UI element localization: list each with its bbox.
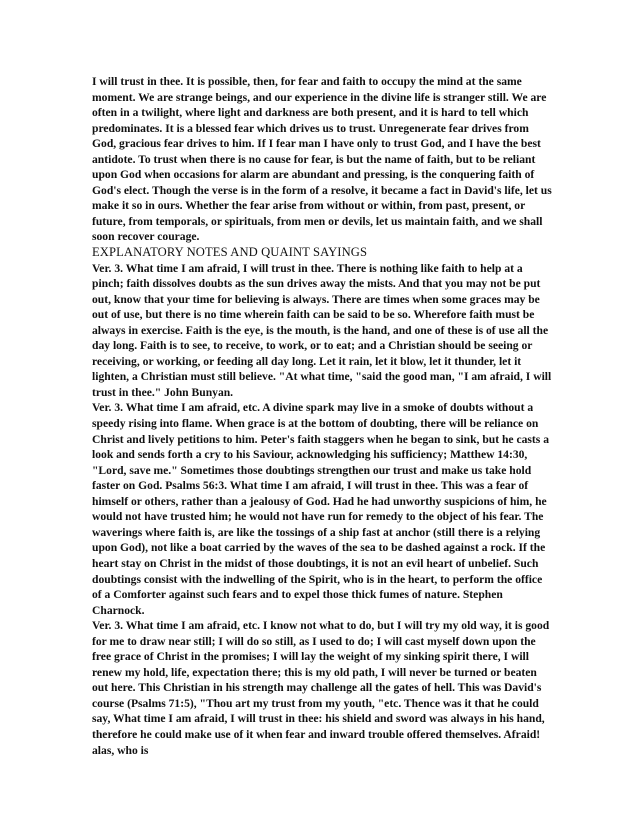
document-page [92,74,552,758]
section-heading: EXPLANATORY NOTES AND QUAINT SAYINGS [92,245,368,260]
body-paragraph: Ver. 3. What time I am afraid, etc. I know not what to do, but I will try my old way, it is good for me to draw near still; I will do so still, as I used to do; I will cast myself down upon the free grace of Christ in the promises; I will lay the weight of my sinking spirit there, I will renew my hold, life, expectation there; this is my old path, I will never be turned or beaten out here. This Christian in his strength may challenge all the gates of hell. This was David's course (Psalms 71:5), "Thou art my trust from my youth, "etc. Thence was it that he could say, What time I am afraid, I will trust in thee: his shield and sword was always in his hand, therefore he could make use of it when fear and inward trouble offered themselves. Afraid! alas, who is [92,619,550,757]
body-paragraph: Ver. 3. What time I am afraid, I will trust in thee. There is nothing like faith to help at a pinch; faith dissolves doubts as the sun drives away the mists. And that you may not be put out, know that your time for believing is always. There are times when some graces may be out of use, but there is no time wherein faith can be said to be so. Wherefore faith must be always in exercise. Faith is the eye, is the mouth, is the hand, and one of these is of use all the day long. Faith is to see, to receive, to work, or to eat; and a Christian should be seeing or receiving, or working, or feeding all day long. Let it rain, let it blow, let it thunder, let it lighten, a Christian must still believe. "At what time, "said the good man, "I am afraid, I will trust in thee." John Bunyan. [92,261,552,399]
body-paragraph: I will trust in thee. It is possible, then, for fear and faith to occupy the mind at the same moment. We are strange beings, and our experience in the divine life is stranger still. We are often in a twilight, where light and darkness are both present, and it is hard to tell which predominates. It is a blessed fear which drives us to trust. Unregenerate fear drives from God, gracious fear drives to him. If I fear man I have only to trust God, and I have the best antidote. To trust when there is no cause for fear, is but the name of faith, but to be reliant upon God when occasions for alarm are abundant and pressing, is the conquering faith of God's elect. Though the verse is in the form of a resolve, it became a fact in David's life, let us make it so in ours. Whether the fear arise from without or within, from past, present, or future, from temporals, or spirituals, from men or devils, let us maintain faith, and we shall soon recover courage. [92,75,552,244]
body-paragraph: Ver. 3. What time I am afraid, etc. A divine spark may live in a smoke of doubts without a speedy rising into flame. When grace is at the bottom of doubting, there will be reliance on Christ and lively petitions to him. Peter's faith staggers when he began to sink, but he casts a look and sends forth a cry to his Saviour, acknowledging his sufficiency; Matthew 14:30, "Lord, save me." Sometimes those doubtings strengthen our trust and make us take hold faster on God. Psalms 56:3. What time I am afraid, I will trust in thee. This was a fear of himself or others, rather than a jealousy of God. Had he had unworthy suspicions of him, he would not have trusted him; he would not have run for remedy to the object of his fear. The waverings where faith is, are like the tossings of a ship fast at anchor (still there is a relying upon God), not like a boat carried by the waves of the sea to be dashed against a rock. If the heart stay on Christ in the midst of those doubtings, it is not an evil heart of unbelief. Such doubtings consist with the indwelling of the Spirit, who is in the heart, to perform the office of a Comforter against such fears and to expel those thick fumes of nature. Stephen Charnock. [92,401,549,617]
